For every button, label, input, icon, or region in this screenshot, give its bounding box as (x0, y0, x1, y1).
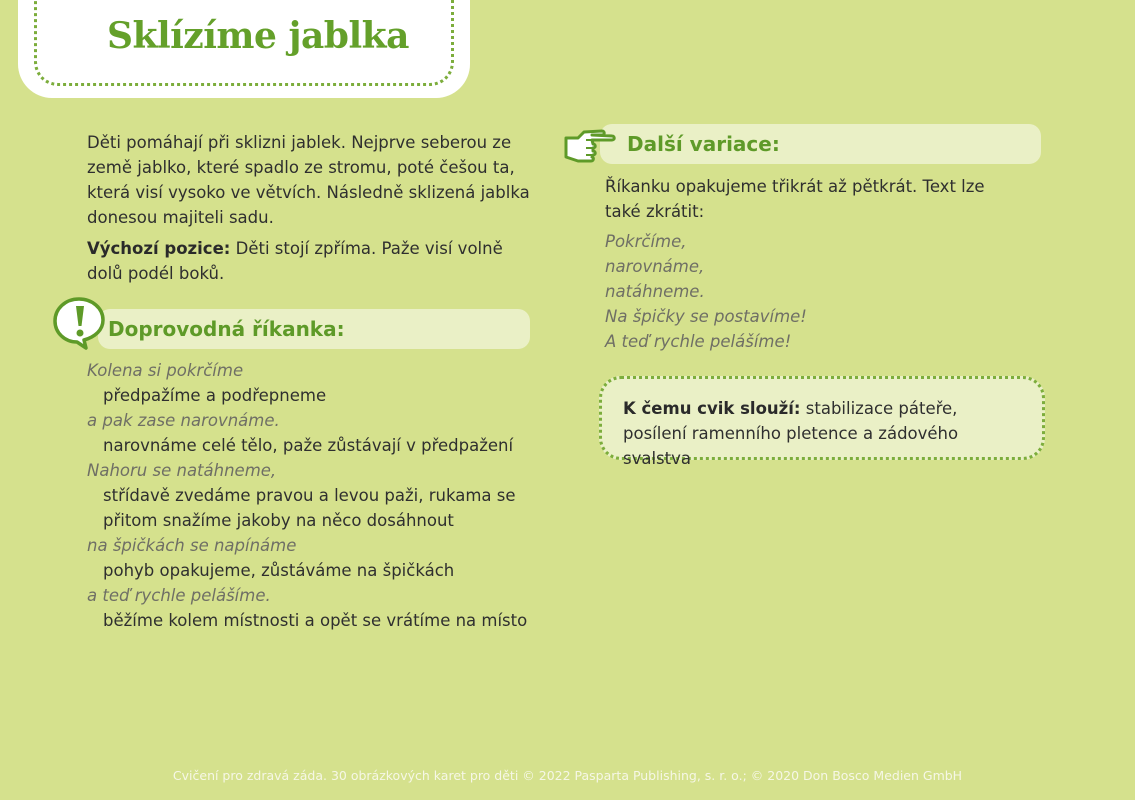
variation-verses (605, 229, 1025, 354)
rhyme-verse: na špičkách se napínáme (87, 536, 297, 555)
title-card (18, 0, 470, 98)
rhyme-heading: Doprovodná říkanka: (108, 317, 345, 341)
rhyme-verse: a pak zase narovnáme. (87, 411, 280, 430)
rhyme-verse: Kolena si pokrčíme (87, 361, 244, 380)
intro-section (87, 130, 537, 286)
purpose-label: K čemu cvik slouží: (623, 399, 801, 418)
footer-copyright: Cvičení pro zdravá záda. 30 obrázkových karet pro děti © 2022 Pasparta Publishing, s. r. o.; © 2020 Don Bosco Medien GmbH (172, 768, 963, 783)
intro-description: Děti pomáhají při sklizni jablek. Nejprve seberou ze země jablko, které spadlo ze stromu, poté češou ta, která visí vysoko ve větvích. Následně sklizená jablka donesou majiteli sadu. (87, 133, 530, 227)
start-position (87, 236, 537, 286)
rhyme-verse: a teď rychle pelášíme. (87, 586, 271, 605)
variation-verse: A teď rychle pelášíme! (605, 332, 792, 351)
rhyme-movement: běžíme kolem místnosti a opět se vrátíme na místo (103, 611, 528, 630)
rhyme-movement: předpažíme a podřepneme (103, 386, 327, 405)
variation-verse: Na špičky se postavíme! (605, 307, 807, 326)
pointing-hand-icon (562, 124, 616, 164)
purpose-box (599, 376, 1045, 468)
rhyme-heading-band (98, 309, 530, 349)
purpose-text: stabilizace páteře, posílení ramenního pletence a zádového svalstva (623, 399, 959, 468)
variation-verse: natáhneme. (605, 282, 705, 301)
start-position-text: Děti stojí zpříma. Paže visí volně dolů podél boků. (87, 239, 503, 283)
variation-verse: Pokrčíme, (605, 232, 687, 251)
rhyme-movement: narovnáme celé tělo, paže zůstávají v předpažení (103, 436, 514, 455)
variation-heading: Další variace: (627, 132, 780, 156)
variation-text: Říkanku opakujeme třikrát až pětkrát. Text lze také zkrátit: (605, 177, 985, 221)
page-title: Sklízíme jablka (107, 15, 409, 57)
rhyme-movement: střídavě zvedáme pravou a levou paži, rukama se přitom snažíme jakoby na něco dosáhnout (103, 486, 516, 530)
variation-section (605, 174, 1025, 354)
variation-verse: narovnáme, (605, 257, 705, 276)
rhyme-lines (87, 358, 537, 633)
start-position-label: Výchozí pozice: (87, 239, 231, 258)
variation-heading-band (600, 124, 1041, 164)
rhyme-movement: pohyb opakujeme, zůstáváme na špičkách (103, 561, 455, 580)
rhyme-verse: Nahoru se natáhneme, (87, 461, 277, 480)
speech-bubble-exclamation-icon (52, 296, 106, 350)
